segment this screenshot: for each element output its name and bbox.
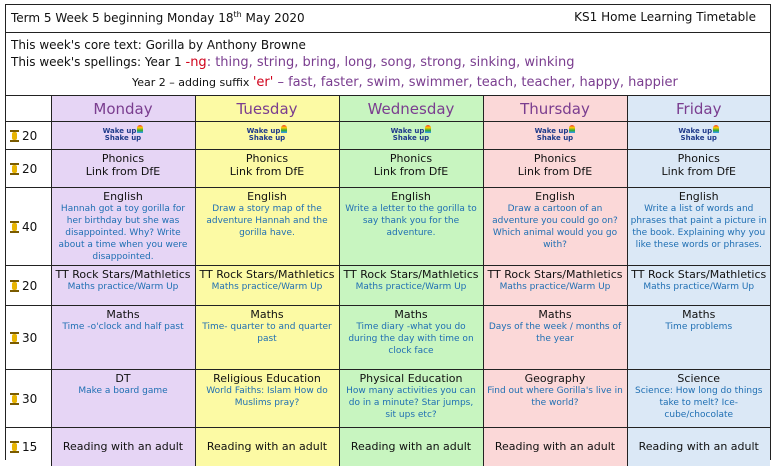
hourglass-icon	[10, 441, 19, 453]
minutes-label: 30	[22, 330, 38, 345]
afternoon-row	[6, 370, 770, 428]
subject-title: Phonics	[245, 152, 289, 165]
reading-cell: Reading with an adult	[339, 428, 483, 466]
wake-up-cell	[483, 122, 627, 150]
core-text: This week's core text: Gorilla by Anthony Browne	[11, 38, 306, 52]
english-cell	[51, 188, 195, 266]
hourglass-icon	[10, 163, 19, 175]
task-description: Make a board game	[78, 386, 168, 396]
subject-title: Religious Education	[213, 372, 321, 385]
minutes-label: 30	[22, 391, 38, 406]
maths-cell	[627, 306, 770, 370]
year1-suffix: -ng	[185, 55, 207, 70]
rockstars-cell	[195, 266, 339, 306]
english-cell	[483, 188, 627, 266]
subject-title: TT Rock Stars/Mathletics	[199, 268, 335, 281]
wake-up-row	[6, 122, 770, 150]
subject-title: DT	[115, 372, 131, 385]
phonics-link-text: Link from DfE	[517, 165, 593, 178]
time-cell	[6, 188, 51, 266]
task-description: Hannah got a toy gorilla for her birthday but she was disappointed. Why? Write about a time when you were disappointed.	[58, 204, 188, 262]
task-description: Draw a story map of the adventure Hannah and the gorilla have.	[206, 204, 328, 238]
subject-title: English	[391, 190, 431, 203]
subject-title: English	[535, 190, 575, 203]
wake-up-logo: Wake up Shake up	[247, 125, 288, 142]
subject-title: English	[678, 190, 719, 203]
geography-cell	[483, 370, 627, 428]
subject-title: Phonics	[677, 152, 720, 165]
task-description: Science: How long do things take to melt? Ice-cube/chocolate	[635, 386, 763, 420]
task-description: Maths practice/Warm Up	[643, 282, 755, 292]
wake-up-logo: Wake up Shake up	[391, 125, 432, 142]
task-description: Time diary -what you do during the day with time on clock face	[348, 322, 474, 356]
date-ordinal: th	[233, 10, 242, 19]
reading-row	[6, 428, 770, 466]
phonics-row	[6, 150, 770, 188]
timetable-grid	[6, 95, 770, 466]
corner-cell	[6, 96, 51, 122]
english-cell	[627, 188, 770, 266]
religious-education-cell	[195, 370, 339, 428]
english-cell	[195, 188, 339, 266]
minutes-label: 20	[22, 161, 38, 176]
task-description: Time -o'clock and half past	[62, 322, 184, 332]
maths-row	[6, 306, 770, 370]
subject-title: Maths	[538, 308, 572, 321]
subject-title: Maths	[106, 308, 140, 321]
rockstars-row	[6, 266, 770, 306]
maths-cell	[483, 306, 627, 370]
subject-title: Maths	[250, 308, 284, 321]
subject-title: TT Rock Stars/Mathletics	[343, 268, 479, 281]
task-description: Draw a cartoon of an adventure you could go on? Which animal would you go with?	[492, 204, 618, 250]
day-header-wednesday: Wednesday	[339, 96, 483, 122]
day-header-thursday: Thursday	[483, 96, 627, 122]
wake-up-cell	[51, 122, 195, 150]
physical-education-cell	[339, 370, 483, 428]
subject-title: Science	[677, 372, 721, 385]
subject-title: Phonics	[389, 152, 433, 165]
rockstars-cell	[339, 266, 483, 306]
year2-spellings	[132, 75, 678, 90]
wake-up-cell	[195, 122, 339, 150]
science-cell	[627, 370, 770, 428]
hourglass-icon	[10, 332, 19, 344]
task-description: Write a letter to the gorilla to say thank you for the adventure.	[345, 204, 477, 238]
task-description: Write a list of words and phrases that paint a picture in the book. Explaining why you like these words or phrases.	[630, 204, 767, 250]
hourglass-icon	[10, 280, 19, 292]
day-header-friday: Friday	[627, 96, 770, 122]
year1-words: : thing, string, bring, long, song, strong, sinking, winking	[206, 55, 575, 70]
task-description: World Faiths: Islam How do Muslims pray?	[206, 386, 328, 408]
subject-title: Phonics	[101, 152, 145, 165]
time-cell	[6, 122, 51, 150]
year2-suffix: 'er'	[252, 75, 274, 90]
wake-up-logo: Wake up Shake up	[678, 125, 719, 142]
maths-cell	[51, 306, 195, 370]
minutes-label: 40	[22, 219, 38, 234]
task-description: Days of the week / months of the year	[488, 322, 622, 344]
time-cell	[6, 306, 51, 370]
subject-title: TT Rock Stars/Mathletics	[55, 268, 191, 281]
rockstars-cell	[51, 266, 195, 306]
phonics-link-text: Link from DfE	[661, 165, 736, 178]
year2-label: Year 2 – adding suffix	[132, 76, 253, 89]
subject-title: Geography	[524, 372, 586, 385]
task-description: Time problems	[665, 322, 733, 332]
reading-cell: Reading with an adult	[627, 428, 770, 466]
maths-cell	[195, 306, 339, 370]
wake-up-cell	[339, 122, 483, 150]
phonics-cell	[339, 150, 483, 188]
subject-title: Phonics	[533, 152, 577, 165]
subject-title: Maths	[394, 308, 428, 321]
task-description: How many activities you can do in a minute? Star jumps, sit ups etc?	[346, 386, 476, 420]
wake-up-logo: Wake up Shake up	[535, 125, 576, 142]
year1-spellings	[11, 55, 575, 70]
subject-title: English	[103, 190, 143, 203]
rockstars-cell	[483, 266, 627, 306]
timetable-page	[5, 4, 771, 460]
minutes-label: 15	[22, 439, 38, 454]
task-description: Maths practice/Warm Up	[67, 282, 179, 292]
year2-words: – fast, faster, swim, swimmer, teach, teacher, happy, happier	[273, 75, 678, 90]
english-row	[6, 188, 770, 266]
task-description: Find out where Gorilla's live in the world?	[487, 386, 623, 408]
subject-title: Physical Education	[359, 372, 463, 385]
minutes-label: 20	[22, 128, 38, 143]
phonics-cell	[483, 150, 627, 188]
phonics-link-text: Link from DfE	[373, 165, 449, 178]
hourglass-icon	[10, 393, 19, 405]
timetable-header	[6, 5, 770, 33]
phonics-cell	[51, 150, 195, 188]
phonics-cell	[627, 150, 770, 188]
timetable-title: KS1 Home Learning Timetable	[574, 10, 756, 24]
subject-title: Maths	[682, 308, 716, 321]
term-week-text: Term 5 Week 5 beginning Monday 18	[11, 11, 234, 25]
wake-up-logo: Wake up Shake up	[103, 125, 144, 142]
dt-cell	[51, 370, 195, 428]
phonics-cell	[195, 150, 339, 188]
english-cell	[339, 188, 483, 266]
task-description: Maths practice/Warm Up	[211, 282, 323, 292]
term-week-date: May 2020	[241, 11, 305, 25]
reading-cell: Reading with an adult	[483, 428, 627, 466]
day-header-row	[6, 96, 770, 122]
time-cell	[6, 428, 51, 466]
rockstars-cell	[627, 266, 770, 306]
task-description: Time- quarter to and quarter past	[202, 322, 332, 344]
weekly-info	[6, 33, 770, 96]
time-cell	[6, 150, 51, 188]
wake-up-cell	[627, 122, 770, 150]
term-week-title	[11, 10, 305, 25]
task-description: Maths practice/Warm Up	[355, 282, 467, 292]
subject-title: TT Rock Stars/Mathletics	[631, 268, 767, 281]
day-header-tuesday: Tuesday	[195, 96, 339, 122]
hourglass-icon	[10, 221, 19, 233]
reading-cell: Reading with an adult	[195, 428, 339, 466]
hourglass-icon	[10, 130, 19, 142]
phonics-link-text: Link from DfE	[85, 165, 161, 178]
minutes-label: 20	[22, 278, 38, 293]
subject-title: TT Rock Stars/Mathletics	[487, 268, 623, 281]
task-description: Maths practice/Warm Up	[499, 282, 611, 292]
time-cell	[6, 266, 51, 306]
subject-title: English	[247, 190, 287, 203]
phonics-link-text: Link from DfE	[229, 165, 305, 178]
day-header-monday: Monday	[51, 96, 195, 122]
spellings-label: This week's spellings: Year 1	[11, 55, 186, 69]
maths-cell	[339, 306, 483, 370]
time-cell	[6, 370, 51, 428]
reading-cell: Reading with an adult	[51, 428, 195, 466]
